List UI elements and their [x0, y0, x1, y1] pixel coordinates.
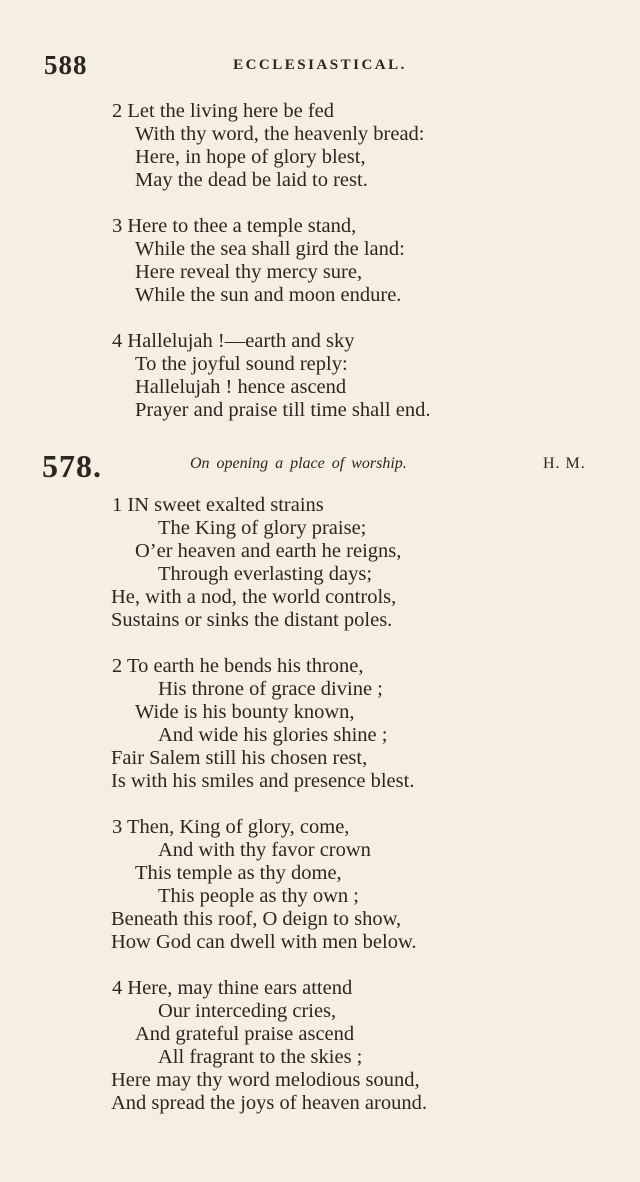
verse-line: And spread the joys of heaven around.	[111, 1092, 427, 1114]
verse-line: He, with a nod, the world controls,	[111, 586, 397, 608]
verse-line: Here reveal thy mercy sure,	[135, 261, 363, 283]
verse-line: Our interceding cries,	[158, 1000, 337, 1022]
verse-line: Here may thy word melodious sound,	[111, 1069, 420, 1091]
verse-line: Sustains or sinks the distant poles.	[111, 609, 393, 631]
verse-line: And wide his glories shine ;	[158, 724, 388, 746]
verse-line: Hallelujah ! hence ascend	[135, 376, 347, 398]
verse-line: 4 Hallelujah !—earth and sky	[112, 330, 355, 352]
hymn-occasion: On opening a place of worship.	[190, 455, 407, 472]
verse-line: Prayer and praise till time shall end.	[135, 399, 431, 421]
hymn-meter: H. M.	[543, 455, 586, 472]
verse-line: Wide is his bounty known,	[135, 701, 355, 723]
verse-line: And with thy favor crown	[158, 839, 371, 861]
verse-line: Beneath this roof, O deign to show,	[111, 908, 402, 930]
running-head: ECCLESIASTICAL.	[233, 57, 407, 73]
verse-line: 2 To earth he bends his throne,	[112, 655, 364, 677]
hymn-number: 578.	[42, 448, 102, 484]
verse-line: While the sun and moon endure.	[135, 284, 402, 306]
verse-line: Here, in hope of glory blest,	[135, 146, 366, 168]
verse-line: This temple as thy dome,	[135, 862, 342, 884]
verse-line: 3 Then, King of glory, come,	[112, 816, 350, 838]
verse-line: Fair Salem still his chosen rest,	[111, 747, 368, 769]
verse-line: Through everlasting days;	[158, 563, 373, 585]
verse-line: This people as thy own ;	[158, 885, 359, 907]
verse-line: The King of glory praise;	[158, 517, 367, 539]
verse-line: 1 IN sweet exalted strains	[112, 494, 324, 516]
verse-line: 3 Here to thee a temple stand,	[112, 215, 357, 237]
verse-line: With thy word, the heavenly bread:	[135, 123, 425, 145]
verse-line: 2 Let the living here be fed	[112, 100, 334, 122]
verse-line: Is with his smiles and presence blest.	[111, 770, 415, 792]
verse-line: 4 Here, may thine ears attend	[112, 977, 353, 999]
verse-line: All fragrant to the skies ;	[158, 1046, 363, 1068]
page-number: 588	[44, 50, 88, 80]
verse-line: How God can dwell with men below.	[111, 931, 417, 953]
verse-line: And grateful praise ascend	[135, 1023, 355, 1045]
verse-line: While the sea shall gird the land:	[135, 238, 405, 260]
verse-line: To the joyful sound reply:	[135, 353, 348, 375]
verse-line: O’er heaven and earth he reigns,	[135, 540, 402, 562]
verse-line: May the dead be laid to rest.	[135, 169, 368, 191]
verse-line: His throne of grace divine ;	[158, 678, 383, 700]
